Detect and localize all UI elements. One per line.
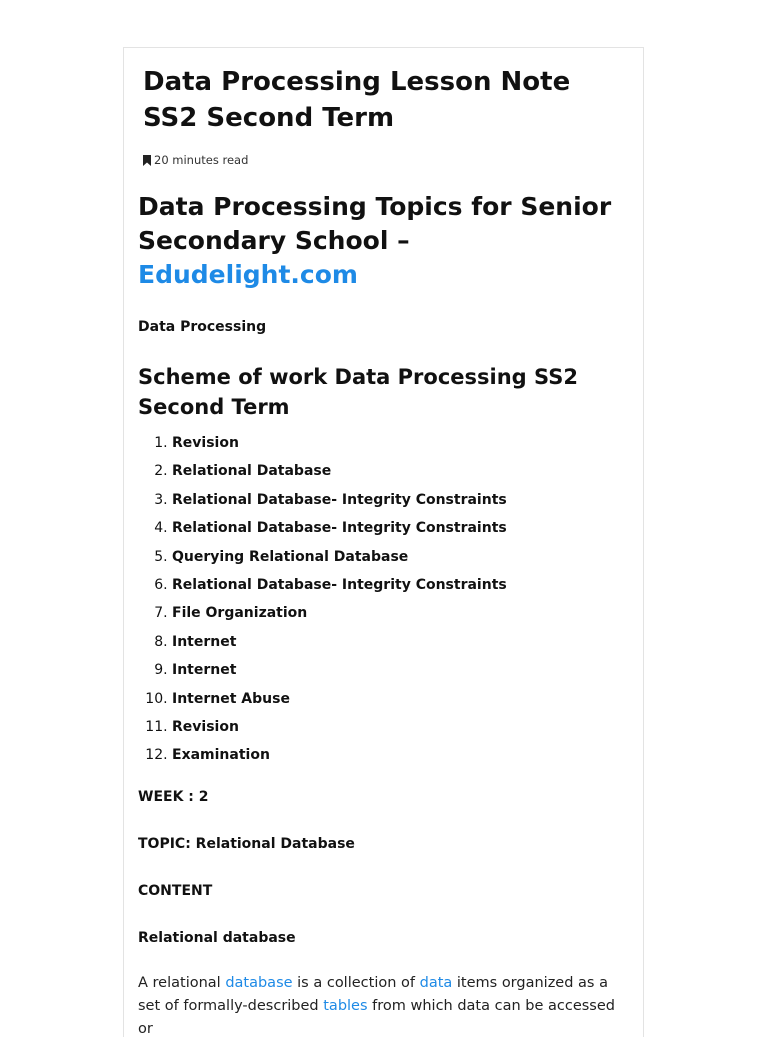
body-paragraph [138, 972, 630, 1041]
list-item [172, 713, 630, 741]
list-item [172, 685, 630, 713]
topic-label: Relational Database- Integrity Constraints [172, 577, 507, 594]
paragraph-text: items organized as a set of formally-described [138, 974, 608, 1014]
list-item [172, 599, 630, 627]
edudelight-link[interactable]: Edudelight.com [138, 260, 358, 289]
week-label: WEEK : 2 [138, 788, 209, 805]
list-item [172, 656, 630, 684]
list-item [172, 741, 630, 769]
list-item [172, 571, 630, 599]
read-time-text: 20 minutes read [154, 153, 249, 167]
paragraph-text: is a collection of [292, 974, 420, 991]
topic-label: Relational Database- Integrity Constraints [172, 520, 507, 537]
bookmark-icon [143, 155, 151, 166]
tables-link[interactable]: tables [323, 997, 368, 1014]
read-time-meta [143, 153, 248, 167]
topic-label: Relational Database- Integrity Constraints [172, 491, 507, 508]
topic-label: Relational Database [172, 463, 332, 480]
topic-label: Internet [172, 662, 237, 679]
topic-label: Revision [172, 719, 239, 736]
topics-list [138, 429, 630, 770]
data-link[interactable]: data [419, 974, 453, 991]
paragraph-text: A relational [138, 974, 226, 991]
article-content [138, 190, 630, 1041]
topic-label: Revision [172, 435, 239, 451]
subject-label: Data Processing [138, 319, 267, 335]
list-item [172, 514, 630, 542]
topics-heading [138, 190, 630, 292]
topic-label: File Organization [172, 605, 308, 622]
topic-label: Examination [172, 747, 270, 764]
topics-heading-text: Data Processing Topics for Senior Secondary School – [138, 192, 612, 255]
list-item [172, 543, 630, 571]
topic-label: Internet Abuse [172, 690, 290, 707]
list-item [172, 628, 630, 656]
topic-label: Internet [172, 633, 237, 650]
content-label: CONTENT [138, 882, 213, 899]
topic-label: Querying Relational Database [172, 548, 409, 565]
list-item [172, 457, 630, 485]
post-title: Data Processing Lesson Note SS2 Second Term [143, 67, 571, 133]
section-label: Relational database [138, 929, 296, 946]
list-item [172, 486, 630, 514]
scheme-heading: Scheme of work Data Processing SS2 Second Term [138, 365, 578, 419]
list-item [172, 429, 630, 457]
paragraph-text: from which data can be accessed or [138, 997, 615, 1037]
topic-label-heading: TOPIC: Relational Database [138, 835, 355, 852]
database-link[interactable]: database [225, 974, 293, 991]
